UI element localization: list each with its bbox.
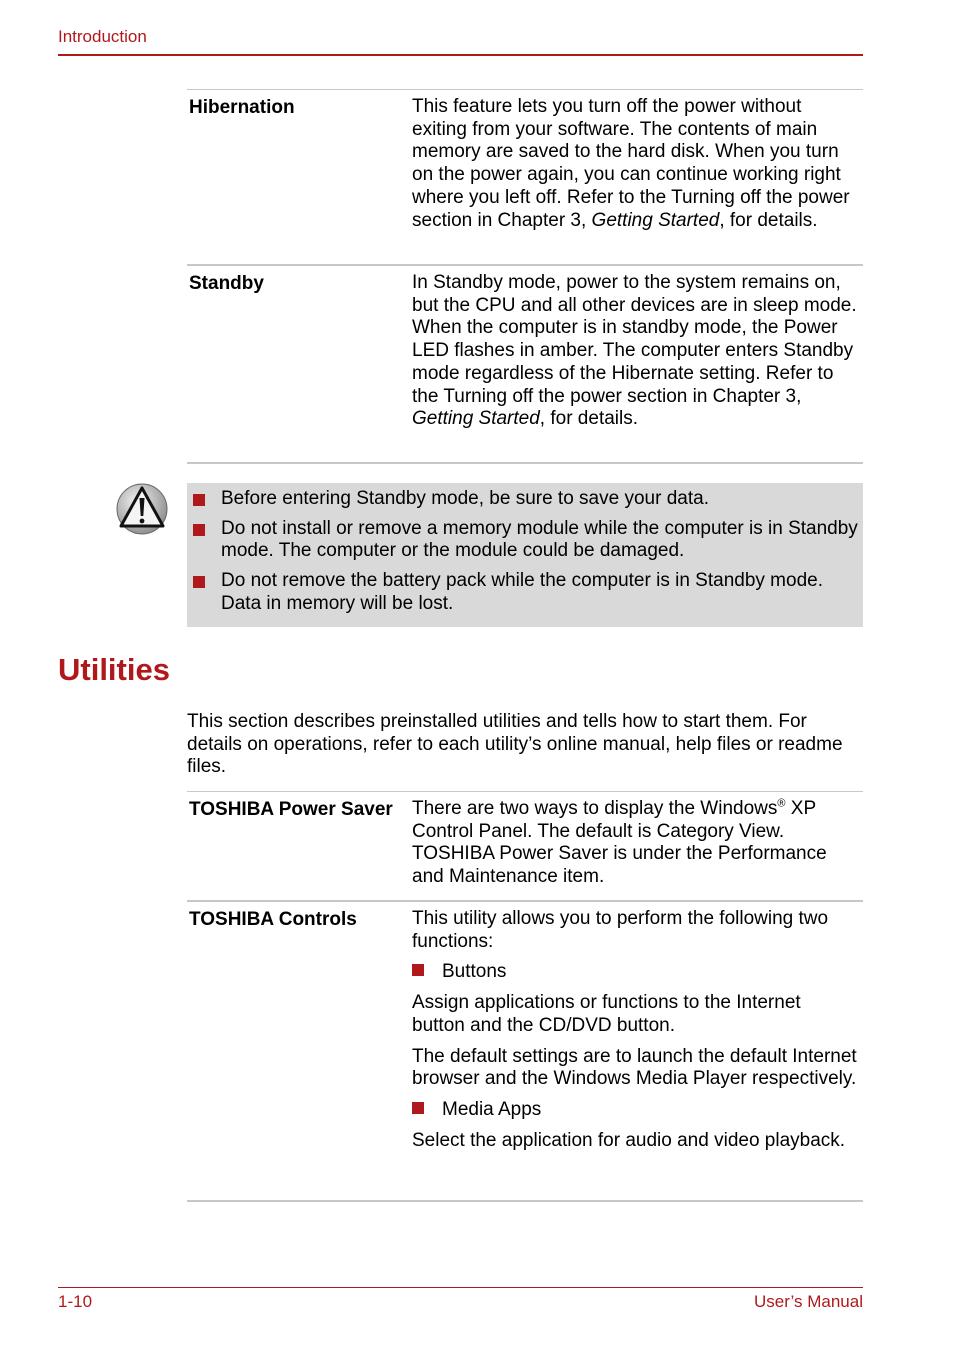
standby-description: In Standby mode, power to the system remains on, but the CPU and all other devices are in sleep mode. When the computer is in standby mode, the Power LED flashes in amber. The computer enters Standby mode regardless of the Hibernate setting. Refer to the Turning off the power section in Chapter 3, Getting Started, for details. <box>412 272 857 430</box>
section-intro: This section describes preinstalled utilities and tells how to start them. For details on operations, refer to each utility’s online manual, help files or readme files. <box>187 711 843 778</box>
controls-description: This utility allows you to perform the following two functions: Buttons Assign applications or functions to the Internet button and the CD/DVD button. The default settings are to launch the default Internet browser and the Windows Media Player respectively. Media Apps Select the application for audio and video playback. <box>412 908 857 1151</box>
caution-box <box>187 483 863 627</box>
bullet-square-icon <box>193 576 205 588</box>
table-row <box>187 89 863 266</box>
table-row <box>187 266 863 464</box>
bullet-square-icon <box>193 524 205 536</box>
page-number: 1-10 <box>58 1292 93 1311</box>
list-item: Media Apps <box>412 1099 857 1122</box>
list-item: Buttons <box>412 961 857 984</box>
list-item: Before entering Standby mode, be sure to save your data. <box>187 488 863 511</box>
power-saver-description: There are two ways to display the Windows® XP Control Panel. The default is Category View. TOSHIBA Power Saver is under the Performance and Maintenance item. <box>412 797 827 888</box>
running-header: Introduction <box>58 27 147 46</box>
table-row <box>187 791 863 902</box>
hibernation-description: This feature lets you turn off the power without exiting from your software. The contents of main memory are saved to the hard disk. When you turn on the power again, you can continue working right where you left off. Refer to the Turning off the power section in Chapter 3, Getting Started, for details. <box>412 96 850 231</box>
bullet-square-icon <box>412 964 424 976</box>
table-row <box>187 902 863 1202</box>
utilities-table <box>187 791 863 1202</box>
manual-title: User’s Manual <box>754 1292 863 1311</box>
caution-icon <box>116 483 168 535</box>
list-item: Do not install or remove a memory module while the computer is in Standby mode. The computer or the module could be damaged. <box>187 518 863 563</box>
footer-divider <box>58 1287 863 1288</box>
term-toshiba-power-saver: TOSHIBA Power Saver <box>189 799 393 820</box>
bullet-square-icon <box>193 494 205 506</box>
section-title: Utilities <box>58 652 170 687</box>
bullet-square-icon <box>412 1102 424 1114</box>
term-toshiba-controls: TOSHIBA Controls <box>189 909 357 930</box>
caution-list <box>187 483 863 616</box>
header-divider <box>58 54 863 56</box>
list-item: Do not remove the battery pack while the computer is in Standby mode. Data in memory will be lost. <box>187 570 863 615</box>
term-hibernation: Hibernation <box>189 97 295 118</box>
power-modes-table <box>187 89 863 464</box>
term-standby: Standby <box>189 273 264 294</box>
